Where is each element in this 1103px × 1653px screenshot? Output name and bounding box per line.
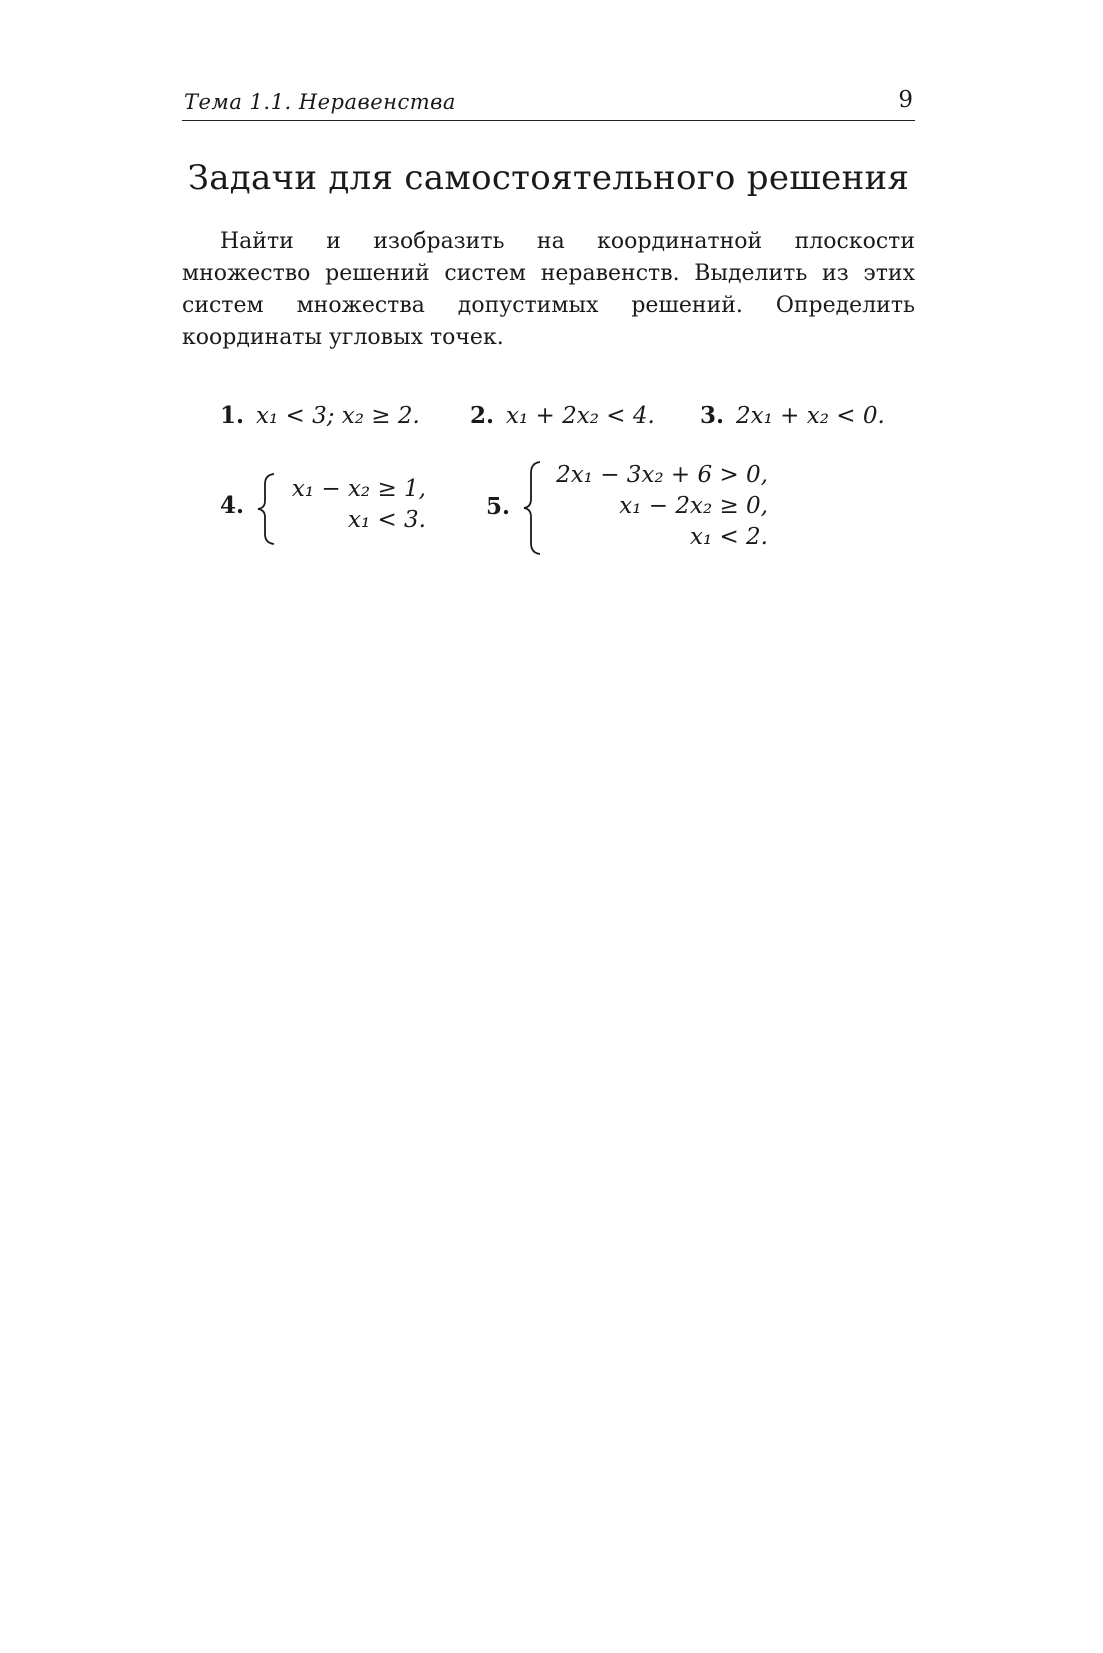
running-header [182, 86, 915, 121]
inequality-line: x₁ < 2. [689, 524, 768, 550]
inequality-line: x₁ − 2x₂ ≥ 0, [619, 493, 768, 519]
problem-expression: x₁ < 3; x₂ ≥ 2. [256, 403, 420, 429]
inequality-line: x₁ < 3. [347, 507, 426, 533]
problem-number: 4. [220, 492, 245, 519]
section-title: Задачи для самостоятельного решения [187, 158, 910, 198]
problem-4 [220, 470, 440, 550]
problem-number: 5. [486, 493, 511, 520]
problem-1 [220, 402, 420, 429]
problem-5 [486, 458, 776, 558]
problem-number: 2. [470, 402, 495, 429]
problem-3 [700, 402, 885, 429]
intro-paragraph: Найти и изобразить на координатной плоскости множество решений систем неравенств. Выделить из этих систем множества допустимых решений. Определить координаты угловых точек. [182, 229, 915, 350]
problem-expression: 2x₁ + x₂ < 0. [736, 403, 885, 429]
problem-expression: x₁ + 2x₂ < 4. [506, 403, 655, 429]
header-title: Тема 1.1. Неравенства [184, 90, 456, 114]
page-number: 9 [898, 87, 913, 113]
left-brace-icon [520, 460, 544, 556]
left-brace-icon [254, 472, 278, 546]
problem-2 [470, 402, 655, 429]
inequality-line: 2x₁ − 3x₂ + 6 > 0, [556, 462, 768, 488]
inequality-line: x₁ − x₂ ≥ 1, [291, 476, 426, 502]
problem-number: 1. [220, 402, 245, 429]
problem-number: 3. [700, 402, 725, 429]
